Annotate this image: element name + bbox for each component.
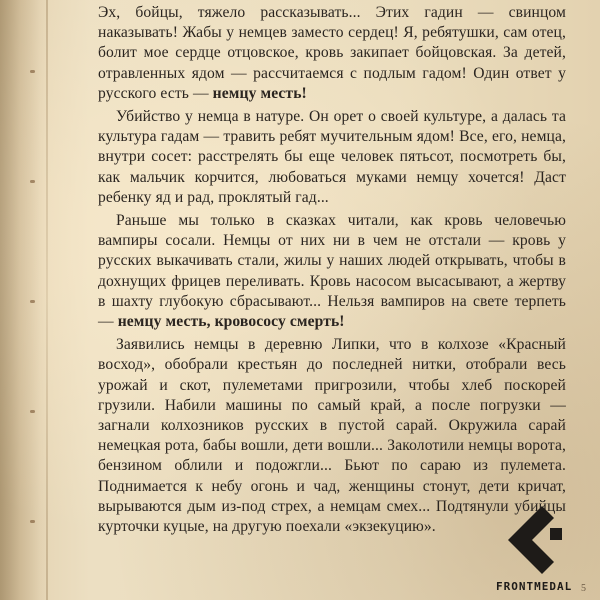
page-binding-line <box>46 0 48 600</box>
binding-hole <box>30 520 35 523</box>
paragraph-3-text: Раньше мы только в сказках читали, как кровь человечью вампиры сосали. Немцы от них ни в чем не отстали — кровь у русских выкачивать стали, жилы у наших людей открывать, чтобы в дохнущих фрицев переливать. Кровь насосом высасывают, а жертву в шахту глубокую сбрасывают... Нельзя вампиров на свете терпеть — <box>98 212 566 331</box>
binding-hole <box>30 180 35 183</box>
frontmedal-logo-icon <box>492 498 576 578</box>
paragraph-2-text: Убийство у немца в натуре. Он орет о своей культуре, а далась та культура гадам — травить ребят мучительным ядом! Все, его, немца, внутри сосет: расстрелять бы еще человек пятьсот, посмотреть бы, как мальчик корчится, любоваться муками немцу хочется! Даст ребенку яд и рад, проклятый гад... <box>98 108 566 206</box>
page-number: 5 <box>581 583 586 594</box>
paragraph-3-bold: немцу месть, кровососу смерть! <box>117 313 345 331</box>
paragraph-4-text: Заявились немцы в деревню Липки, что в колхозе «Красный восход», обобрали крестьян до последней нитки, отобрали весь урожай и скот, пулеметами пригрозили, чтобы хлеб поскорей грузили. Набили машины по самый край, а после погрузки — загнали колхозников русских в пустой сарай. Окружила сарай немецкая рота, бабы вошли, дети вошли... Заколотили немцы ворота, бензином облили и подожгли... Бьют по сараю из пулемета. Поднимается к небу огонь и чад, женщины стонут, дети кричат, вырываются дым из-под стрех, а немцам смех... Подтянули убийцы курточки куцые, на другую поехали «экзекуцию». <box>98 336 566 536</box>
binding-hole <box>30 410 35 413</box>
paragraph-1-bold: немцу месть! <box>212 84 307 102</box>
page-text <box>98 3 566 540</box>
paragraph-1 <box>98 3 566 104</box>
paragraph-3 <box>98 211 566 332</box>
page-fold-shadow <box>0 0 48 600</box>
binding-hole <box>30 70 35 73</box>
binding-hole <box>30 300 35 303</box>
paragraph-2 <box>98 107 566 208</box>
paragraph-1-text: Эх, бойцы, тяжело рассказывать... Этих гадин — свинцом наказывать! Жабы у немцев заместо сердец! Я, ребятушки, сам отец, болит мое сердце отцовское, кровь закипает бойцовская. За детей, отравленных ядом — рассчитаемся с подлым гадом! Один ответ у русского есть — <box>98 4 566 102</box>
watermark-text: FRONTMEDAL <box>496 580 573 593</box>
